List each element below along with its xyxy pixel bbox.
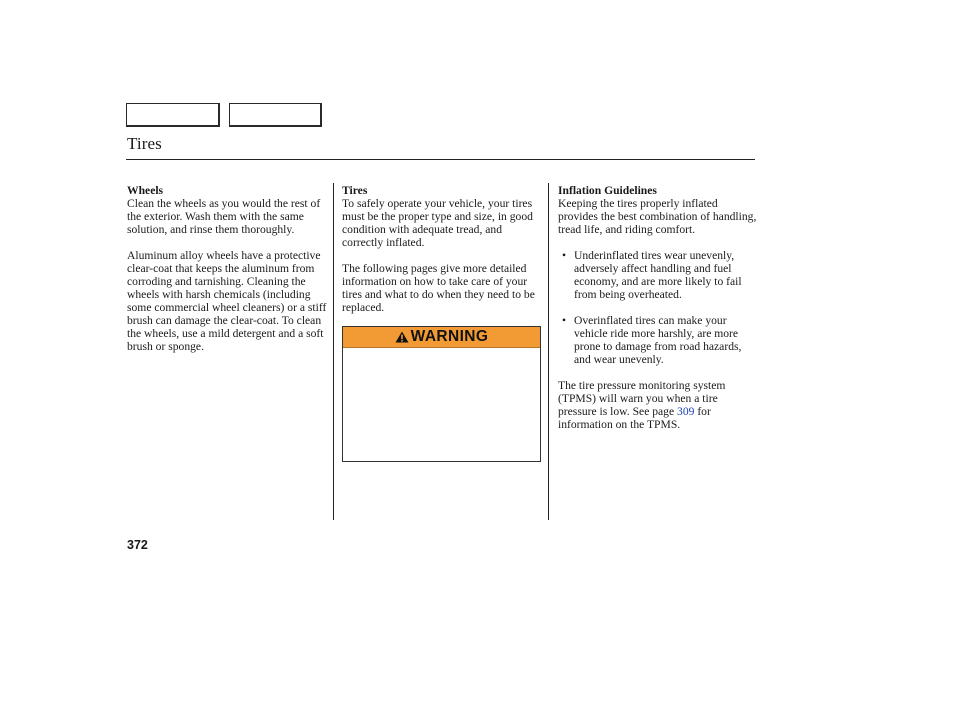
warning-label: WARNING [410, 328, 489, 345]
tpms-text: for information on the TPMS. [558, 405, 711, 431]
tires-paragraph: To safely operate your vehicle, your tires must be the proper type and size, in good condition with adequate tread, and correctly inflated. [342, 197, 533, 249]
tpms-paragraph [558, 379, 758, 431]
page-309-link[interactable]: 309 [677, 405, 695, 418]
column-divider [548, 183, 549, 520]
inflation-heading: Inflation Guidelines [558, 184, 657, 197]
nav-button-table-of-contents[interactable] [229, 103, 322, 127]
tires-heading: Tires [342, 184, 368, 197]
page-number: 372 [127, 538, 148, 552]
wheels-paragraph: Aluminum alloy wheels have a protective clear-coat that keeps the aluminum from corroding and tarnishing. Cleaning the wheels with harsh chemicals (including some commercial wheel cleaners) or a stiff brush can damage the clear-coat. To clean the wheels, use a mild detergent and a soft brush or sponge. [127, 249, 327, 353]
list-item: • Underinflated tires wear unevenly, adversely affect handling and fuel economy, and are more likely to fail from being overheated. [562, 249, 758, 301]
warning-triangle-icon [395, 331, 409, 343]
title-divider [126, 159, 755, 160]
tires-paragraph: The following pages give more detailed information on how to take care of your tires and what to do when they need to be replaced. [342, 262, 535, 314]
inflation-paragraph: Keeping the tires properly inflated provides the best combination of handling, tread life, and riding comfort. [558, 197, 757, 236]
list-item: • Overinflated tires can make your vehicle ride more harshly, are more prone to damage from road hazards, and wear unevenly. [562, 314, 758, 366]
tpms-text: The tire pressure monitoring system (TPMS) will warn you when a tire pressure is low. See page [558, 379, 726, 418]
wheels-paragraph: Clean the wheels as you would the rest of the exterior. Wash them with the same solution, and rinse them thoroughly. [127, 197, 321, 236]
warning-box [342, 326, 541, 462]
wheels-section [127, 184, 330, 366]
column-divider [333, 183, 334, 520]
wheels-heading: Wheels [127, 184, 164, 197]
page-title: Tires [127, 134, 162, 153]
inflation-bullet-list [558, 249, 758, 366]
tires-section [342, 184, 542, 327]
inflation-section [558, 184, 758, 444]
warning-header [343, 327, 540, 348]
nav-button-main-menu[interactable] [126, 103, 220, 127]
